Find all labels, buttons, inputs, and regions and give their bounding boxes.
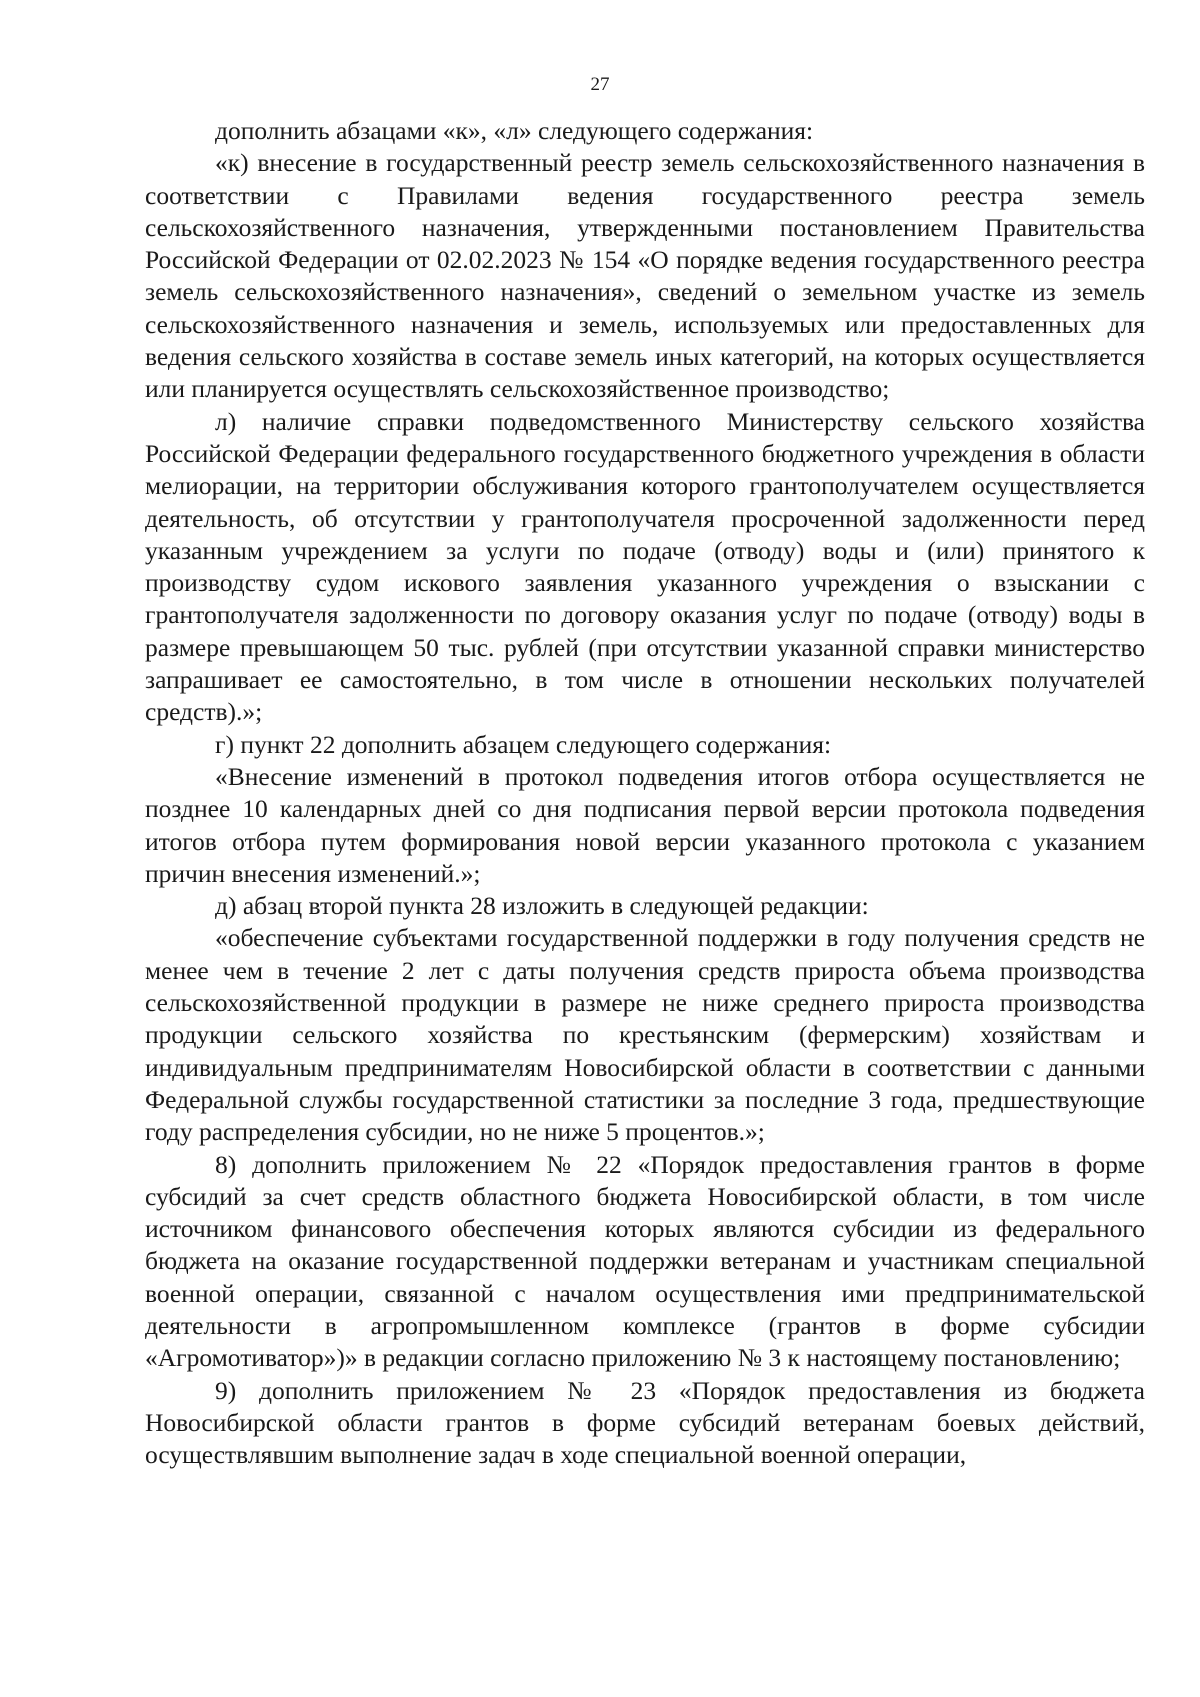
paragraph-item-l: л) наличие справки подведомственного Министерству сельского хозяйства Российской Федерации федерального государственного бюджетного учреждения в области мелиорации, на территории обслуживания которого грантополучателем осуществляется деятельность, об отсутствии у грантополучателя просроченной задолженности перед указанным учреждением за услуги по подаче (отводу) воды и (или) принятого к производству судом искового заявления указанного учреждения о взыскании с грантополучателя задолженности по договору оказания услуг по подаче (отводу) воды в размере превышающем 50 тыс. рублей (при отсутствии указанной справки министерство запрашивает ее самостоятельно, в том числе в отношении нескольких получателей средств).»; [145, 406, 1145, 727]
paragraph-protocol-changes: «Внесение изменений в протокол подведения итогов отбора осуществляется не позднее 10 календарных дней со дня подписания первой версии протокола подведения итогов отбора путем формирования новой версии указанного протокола с указанием причин внесения изменений.»; [145, 761, 1145, 888]
paragraph-production-growth: «обеспечение субъектами государственной поддержки в году получения средств не менее чем в течение 2 лет с даты получения средств прироста объема производства сельскохозяйственной продукции в размере не ниже среднего прироста производства продукции сельского хозяйства по крестьянским (фермерским) хозяйствам и индивидуальным предпринимателям Новосибирской области в соответствии с данными Федеральной службы государственной статистики за последние 3 года, предшествующие году распределения субсидии, но не ниже 5 процентов.»; [145, 923, 1145, 1147]
page-number: 27 [590, 74, 610, 95]
paragraph-item-k: «к) внесение в государственный реестр земель сельскохозяйственного назначения в соответствии с Правилами ведения государственного реестра земель сельскохозяйственного назначения, утвержденными постановлением Правительства Российской Федерации от 02.02.2023 № 154 «О порядке ведения государственного реестра земель сельскохозяйственного назначения», сведений о земельном участке из земель сельскохозяйственного назначения и земель, используемых или предоставленных для ведения сельского хозяйства в составе земель иных категорий, на которых осуществляется или планируется осуществлять сельскохозяйственное производство; [145, 148, 1145, 404]
paragraph-item-9: 9) дополнить приложением № 23 «Порядок предоставления из бюджета Новосибирской области грантов в форме субсидий ветеранам боевых действий, осуществлявшим выполнение задач в ходе специальной военной операции, [145, 1375, 1145, 1470]
paragraph-item-8: 8) дополнить приложением № 22 «Порядок предоставления грантов в форме субсидий за счет средств областного бюджета Новосибирской области, в том числе источником финансового обеспечения которых являются субсидии из федерального бюджета на оказание государственной поддержки ветеранам и участникам специальной военной операции, связанной с началом осуществления ими предпринимательской деятельности в агропромышленном комплексе (грантов в форме субсидии «Агромотиватор»)» в редакции согласно приложению № 3 к настоящему постановлению; [145, 1149, 1145, 1373]
paragraph-item-d: д) абзац второй пункта 28 изложить в следующей редакции: [215, 891, 869, 921]
document-body [145, 115, 1145, 1471]
paragraph-intro: дополнить абзацами «к», «л» следующего содержания: [215, 116, 814, 145]
paragraph-item-g: г) пункт 22 дополнить абзацем следующего содержания: [215, 729, 832, 759]
